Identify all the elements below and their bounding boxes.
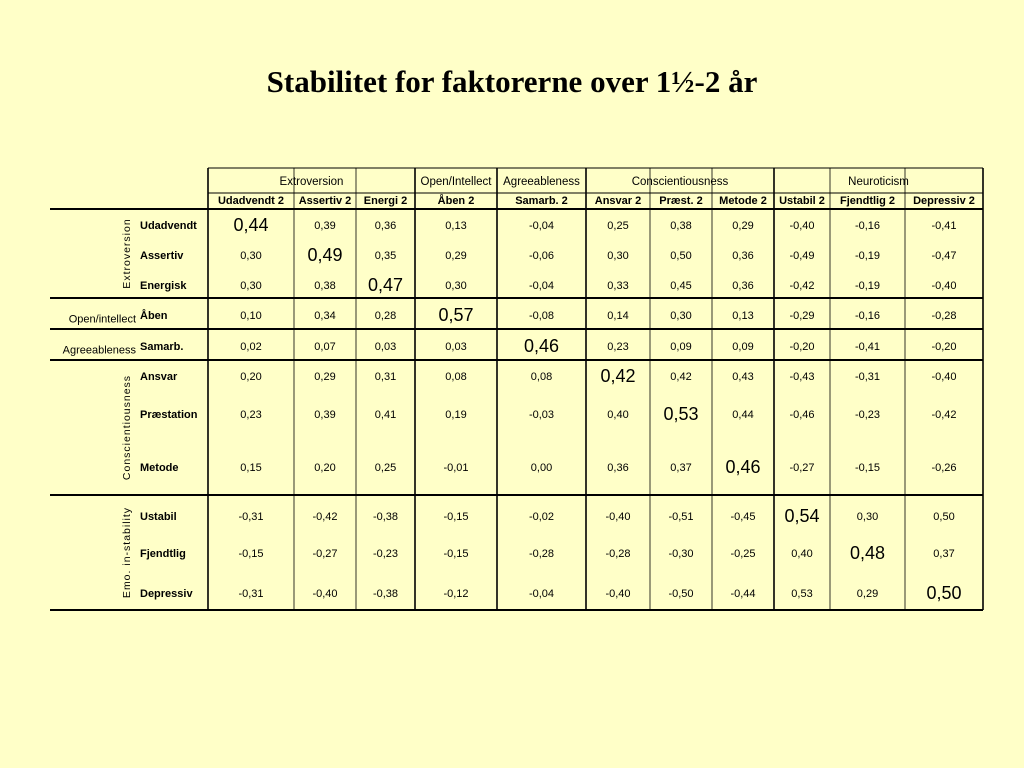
table-cell: -0,40 [789, 219, 815, 232]
table-cell: 0,45 [670, 279, 692, 292]
table-cell: -0,27 [312, 547, 338, 560]
row-header: Fjendtlig [140, 547, 186, 560]
table-cell: 0,09 [670, 340, 692, 353]
table-cell: 0,31 [374, 370, 397, 383]
table-cell: 0,30 [445, 279, 467, 292]
table-cell: -0,19 [854, 249, 881, 262]
table-cell: -0,42 [931, 408, 957, 421]
slide-title: Stabilitet for faktorerne over 1½-2 år [266, 64, 758, 99]
column-header: Åben 2 [437, 194, 475, 207]
column-header: Depressiv 2 [913, 194, 975, 207]
table-cell: 0,41 [374, 408, 397, 421]
diagonal-cell: 0,46 [523, 335, 560, 356]
diagonal-cell: 0,53 [663, 403, 699, 424]
table-cell: -0,15 [443, 547, 469, 560]
table-cell: 0,36 [374, 219, 397, 232]
table-cell: 0,03 [374, 340, 397, 353]
table-cell: 0,38 [670, 219, 692, 232]
table-cell: -0,42 [789, 279, 815, 292]
table-cell: 0,29 [856, 587, 879, 600]
table-cell: 0,30 [240, 279, 262, 292]
row-header: Depressiv [140, 587, 193, 600]
diagonal-cell: 0,50 [926, 582, 962, 603]
table-cell: -0,43 [789, 370, 815, 383]
table-cell: -0,28 [931, 309, 957, 322]
table-cell: 0,30 [856, 510, 879, 523]
table-cell: -0,40 [312, 587, 338, 600]
table-cell: 0,08 [530, 370, 553, 383]
table-cell: -0,04 [528, 587, 555, 600]
table-cell: -0,31 [238, 587, 264, 600]
table-cell: 0,53 [791, 587, 813, 600]
table-cell: -0,15 [854, 461, 881, 474]
table-cell: 0,03 [445, 340, 467, 353]
row-group-label: Agreeableness [62, 344, 136, 357]
row-header: Udadvendt [140, 219, 197, 232]
row-header: Energisk [140, 279, 187, 292]
table-cell: -0,30 [668, 547, 694, 560]
column-header: Ustabil 2 [779, 194, 825, 207]
row-header: Assertiv [140, 249, 184, 262]
table-cell: -0,20 [789, 340, 815, 353]
diagonal-cell: 0,47 [367, 274, 404, 295]
table-cell: -0,28 [528, 547, 555, 560]
table-cell: -0,44 [730, 587, 756, 600]
table-cell: 0,13 [445, 219, 467, 232]
table-cell: 0,02 [240, 340, 262, 353]
table-cell: -0,16 [854, 219, 881, 232]
table-cell: 0,36 [732, 249, 754, 262]
table-cell: 0,30 [670, 309, 692, 322]
table-cell: 0,10 [240, 309, 262, 322]
table-cell: 0,39 [314, 219, 336, 232]
table-cell: -0,26 [931, 461, 957, 474]
table-cell: 0,40 [607, 408, 629, 421]
column-header: Præst. 2 [659, 194, 703, 207]
column-group-header: Extroversion [279, 176, 344, 189]
table-cell: -0,47 [931, 249, 957, 262]
table-cell: 0,39 [314, 408, 336, 421]
column-group-header: Neuroticism [848, 176, 909, 189]
diagonal-cell: 0,57 [438, 304, 474, 325]
column-header: Ansvar 2 [594, 194, 642, 207]
table-cell: -0,04 [528, 219, 555, 232]
table-cell: 0,15 [240, 461, 262, 474]
table-cell: -0,42 [312, 510, 338, 523]
column-header: Assertiv 2 [298, 194, 352, 207]
row-group-label: Emo. in-stability [120, 506, 133, 599]
table-cell: -0,15 [443, 510, 469, 523]
row-header: Ansvar [140, 370, 178, 383]
table-cell: -0,15 [238, 547, 264, 560]
diagonal-cell: 0,42 [600, 365, 636, 386]
table-cell: -0,03 [528, 408, 555, 421]
table-cell: -0,38 [372, 510, 399, 523]
table-cell: -0,04 [528, 279, 555, 292]
table-cell: 0,19 [445, 408, 467, 421]
table-cell: 0,29 [732, 219, 754, 232]
table-cell: 0,36 [732, 279, 754, 292]
column-header: Udadvendt 2 [217, 194, 285, 207]
table-cell: 0,14 [607, 309, 629, 322]
table-cell: 0,42 [670, 370, 692, 383]
diagonal-cell: 0,49 [307, 244, 343, 265]
diagonal-cell: 0,48 [849, 542, 886, 563]
table-cell: -0,31 [854, 370, 881, 383]
table-cell: 0,38 [314, 279, 336, 292]
table-cell: -0,25 [730, 547, 756, 560]
column-group-header: Open/Intellect [420, 176, 492, 189]
row-header: Præstation [140, 408, 198, 421]
table-cell: -0,51 [668, 510, 694, 523]
table-cell: 0,34 [314, 309, 336, 322]
column-header: Energi 2 [363, 194, 408, 207]
row-group-label: Extroversion [120, 218, 133, 289]
table-cell: 0,23 [240, 408, 262, 421]
table-cell: 0,29 [445, 249, 467, 262]
table-cell: -0,31 [238, 510, 264, 523]
table-cell: -0,01 [443, 461, 469, 474]
table-cell: -0,20 [931, 340, 957, 353]
table-cell: 0,33 [607, 279, 629, 292]
row-header: Åben [140, 309, 168, 322]
row-header: Metode [140, 461, 179, 474]
table-cell: 0,13 [732, 309, 754, 322]
table-cell: -0,45 [730, 510, 756, 523]
table-cell: 0,35 [374, 249, 397, 262]
row-header: Samarb. [140, 340, 184, 353]
table-cell: -0,40 [605, 510, 631, 523]
table-cell: 0,30 [240, 249, 262, 262]
table-cell: 0,44 [732, 408, 754, 421]
table-cell: 0,00 [530, 461, 553, 474]
table-cell: 0,25 [607, 219, 629, 232]
column-group-header: Agreeableness [503, 176, 580, 189]
table-cell: 0,30 [607, 249, 629, 262]
table-cell: -0,23 [372, 547, 399, 560]
table-cell: -0,38 [372, 587, 399, 600]
column-group-header: Conscientiousness [631, 176, 729, 189]
table-cell: 0,50 [933, 510, 955, 523]
table-cell: 0,28 [374, 309, 397, 322]
table-cell: 0,23 [607, 340, 629, 353]
table-cell: -0,27 [789, 461, 815, 474]
table-cell: -0,19 [854, 279, 881, 292]
table-cell: 0,07 [314, 340, 336, 353]
table-cell: -0,50 [668, 587, 694, 600]
column-header: Fjendtlig 2 [840, 194, 895, 207]
table-cell: 0,08 [445, 370, 467, 383]
table-cell: 0,40 [791, 547, 813, 560]
table-cell: -0,40 [931, 370, 957, 383]
table-cell: 0,29 [314, 370, 336, 383]
table-cell: -0,28 [605, 547, 631, 560]
table-cell: 0,37 [670, 461, 692, 474]
table-cell: 0,20 [240, 370, 262, 383]
table-cell: -0,29 [789, 309, 815, 322]
table-cell: -0,02 [528, 510, 555, 523]
table-cell: -0,41 [854, 340, 881, 353]
row-group-label: Open/intellect [68, 313, 136, 326]
table-cell: -0,16 [854, 309, 881, 322]
table-cell: 0,37 [933, 547, 955, 560]
table-cell: -0,12 [443, 587, 469, 600]
table-cell: -0,40 [605, 587, 631, 600]
table-cell: -0,41 [931, 219, 957, 232]
column-header: Metode 2 [719, 194, 767, 207]
table-cell: 0,25 [374, 461, 397, 474]
diagonal-cell: 0,44 [233, 214, 269, 235]
table-cell: -0,40 [931, 279, 957, 292]
diagonal-cell: 0,46 [725, 456, 761, 477]
table-cell: -0,49 [789, 249, 815, 262]
table-cell: 0,43 [732, 370, 754, 383]
table-cell: 0,20 [314, 461, 336, 474]
table-cell: 0,09 [732, 340, 754, 353]
row-header: Ustabil [140, 510, 177, 523]
table-cell: -0,23 [854, 408, 881, 421]
row-group-label: Conscientiousness [120, 374, 133, 481]
table-cell: 0,50 [670, 249, 692, 262]
table-cell: -0,46 [789, 408, 815, 421]
table-cell: 0,36 [607, 461, 629, 474]
column-header: Samarb. 2 [515, 194, 568, 207]
diagonal-cell: 0,54 [784, 505, 820, 526]
table-cell: -0,08 [528, 309, 555, 322]
table-cell: -0,06 [528, 249, 555, 262]
